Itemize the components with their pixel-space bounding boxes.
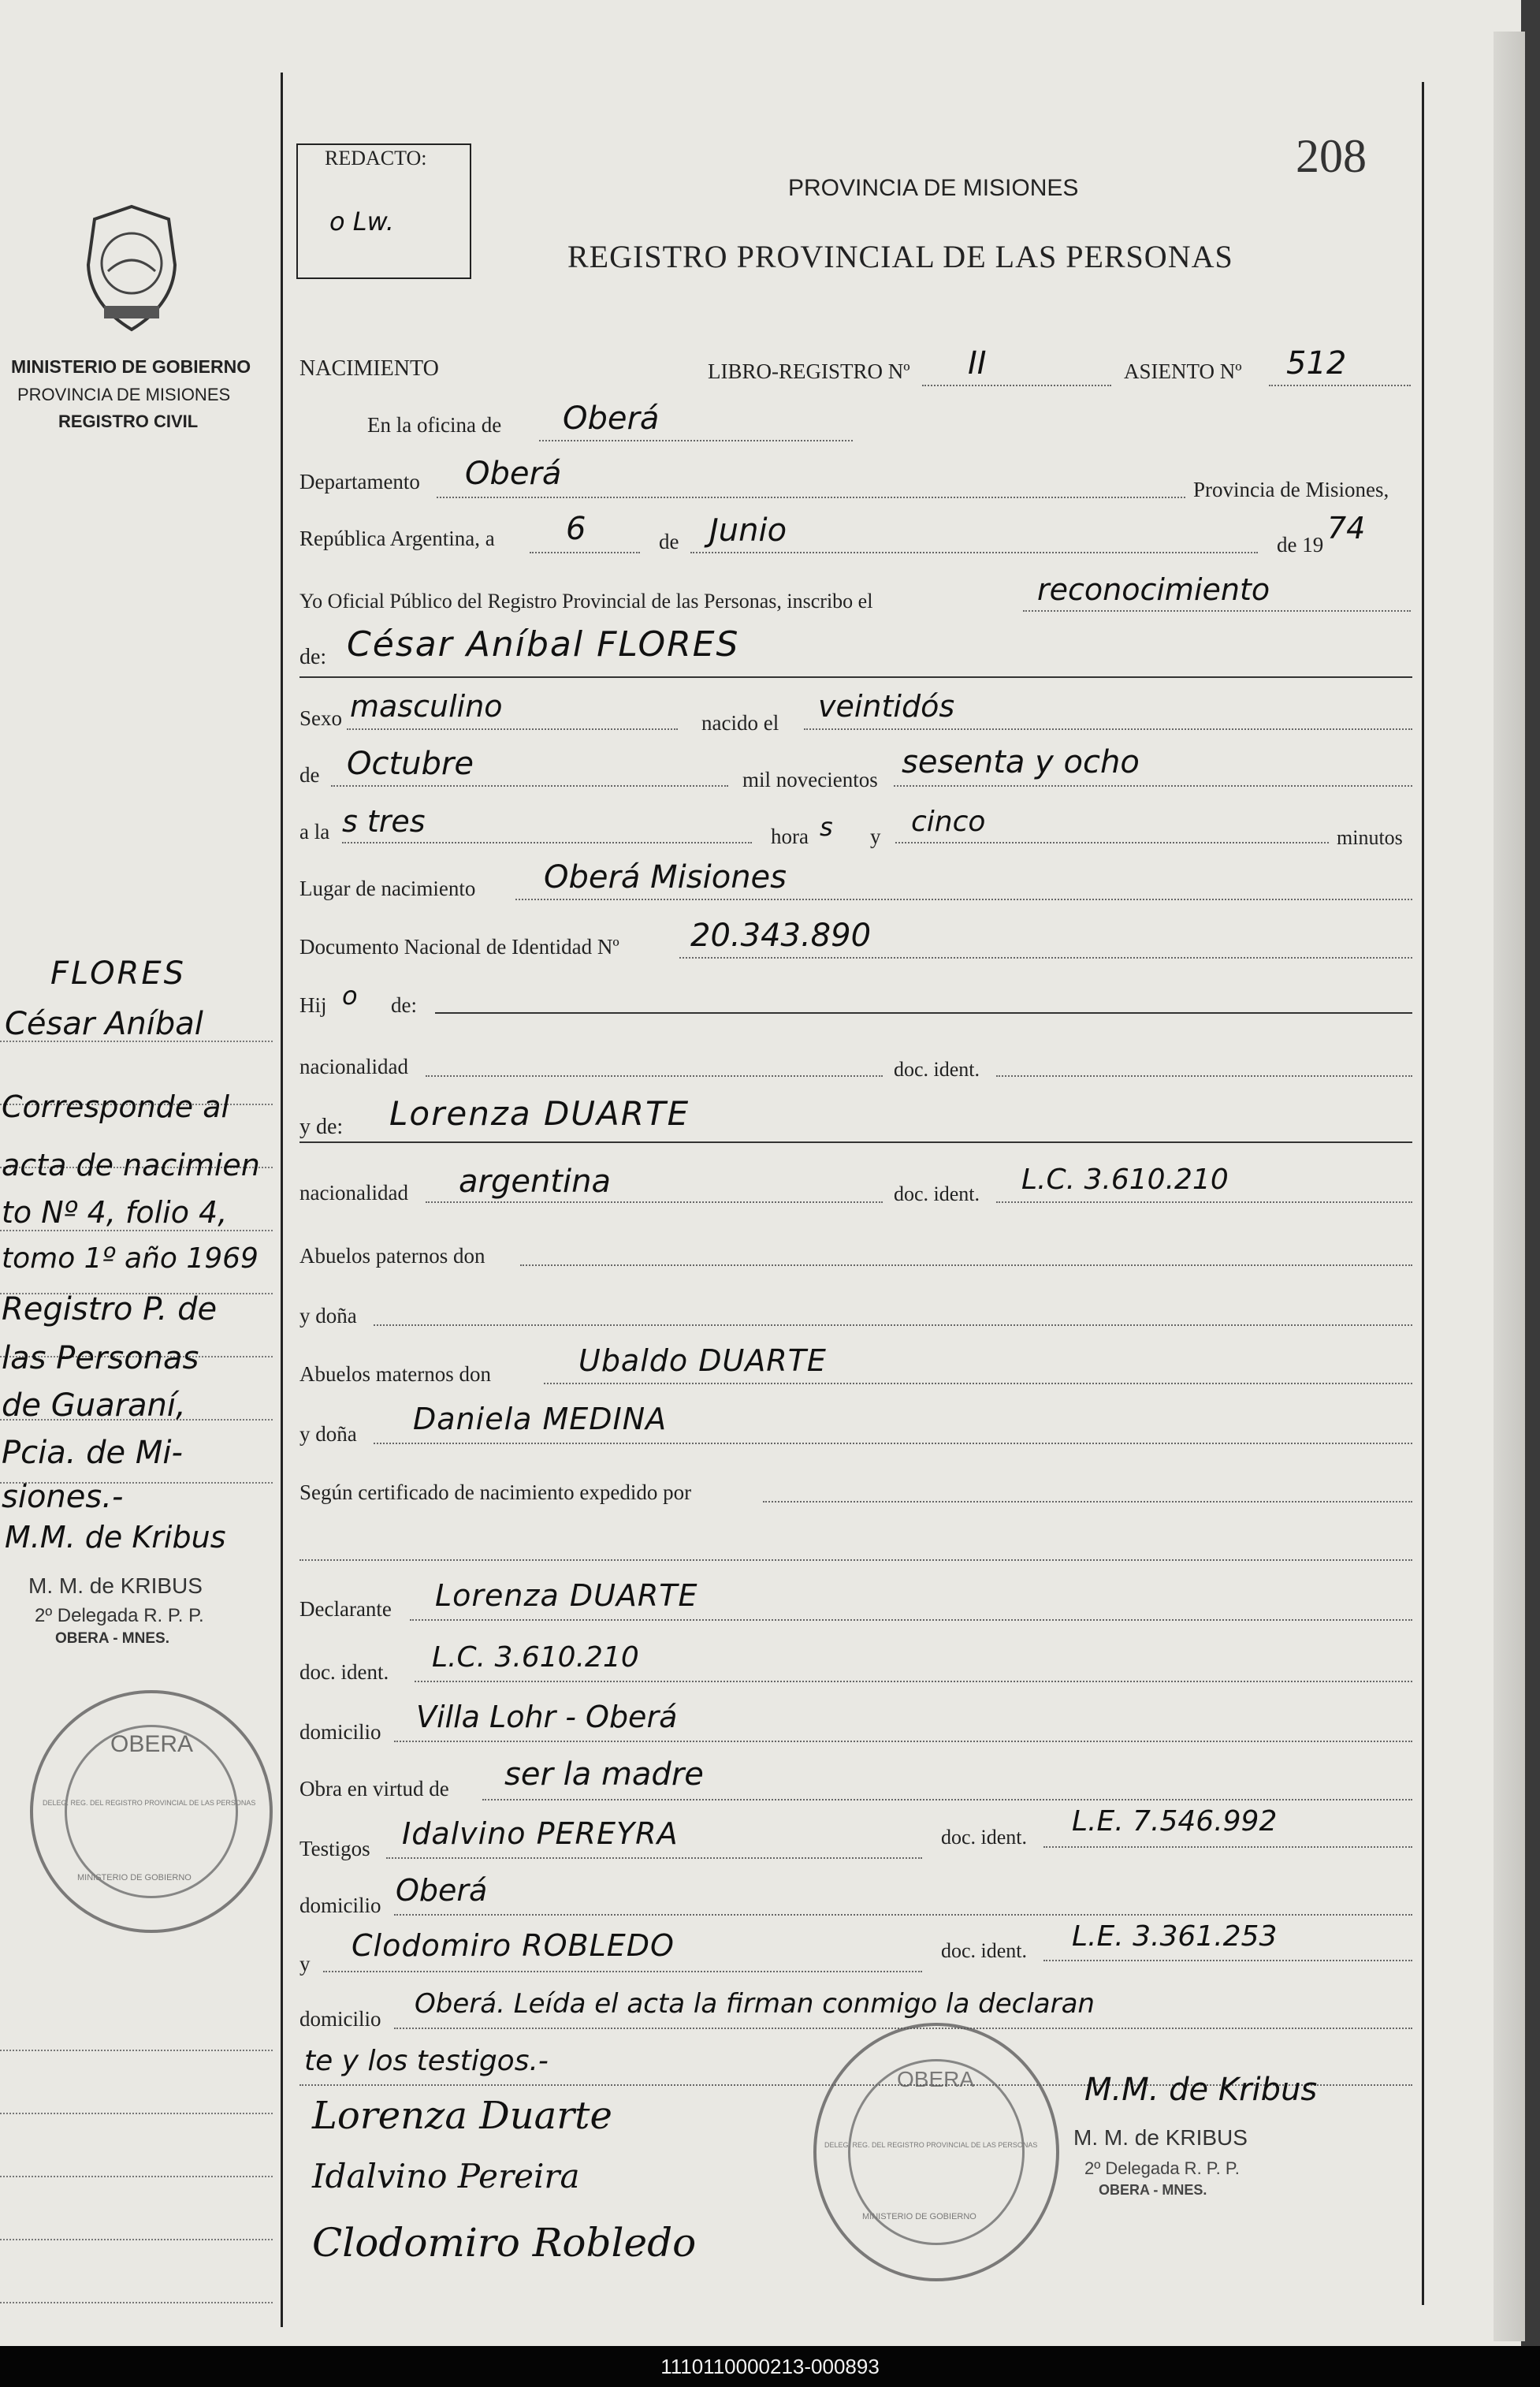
nacimiento-label: NACIMIENTO	[299, 356, 439, 381]
margin-line	[0, 1230, 273, 1231]
province-heading: PROVINCIA DE MISIONES	[788, 175, 1079, 201]
abuela-materna-value: Daniela MEDINA	[413, 1402, 668, 1436]
domicilio3-label: domicilio	[299, 2007, 381, 2031]
doc-declarante-value: L.C. 3.610.210	[432, 1641, 639, 1674]
madre-value: Lorenza DUARTE	[389, 1094, 690, 1133]
mes-dotted-line	[690, 552, 1258, 553]
anio-label: de 19	[1277, 533, 1324, 557]
anio-nac-dotted-line	[894, 785, 1412, 787]
segun-label: Según certificado de nacimiento expedido por	[299, 1480, 692, 1504]
de-label: de	[659, 530, 679, 553]
documento-label: Documento Nacional de Identidad Nº	[299, 935, 619, 959]
documento-dotted-line	[679, 957, 1412, 959]
lugar-label: Lugar de nacimiento	[299, 877, 476, 900]
document-id: 1110110000213-000893	[660, 2355, 880, 2378]
abuelos-paternos-label: Abuelos paternos don	[299, 1244, 485, 1268]
margin-note-line: FLORES	[50, 955, 187, 992]
seal-outer-text: DELEG. REG. DEL REGISTRO PROVINCIAL DE LAS PERSONAS	[824, 2141, 1038, 2149]
signature-official: M.M. de Kribus	[1084, 2072, 1318, 2108]
continuacion-value: te y los testigos.-	[304, 2045, 549, 2077]
domicilio2-label: domicilio	[299, 1894, 381, 1917]
lugar-dotted-line	[515, 899, 1412, 900]
doc-ident4-dotted-line	[1043, 1846, 1412, 1848]
seal-inner-text: MINISTERIO DE GOBIERNO	[862, 2212, 976, 2221]
mil-label: mil novecientos	[742, 768, 878, 791]
margin-line	[0, 2113, 273, 2114]
oficial-text: Yo Oficial Público del Registro Provincial de las Personas, inscribo el	[299, 590, 873, 613]
libro-label: LIBRO-REGISTRO Nº	[708, 359, 910, 383]
oficina-label: En la oficina de	[367, 413, 502, 437]
abuelos-paternos-dotted-line	[520, 1264, 1412, 1266]
declarante-dotted-line	[410, 1619, 1412, 1621]
redacto-box	[296, 143, 471, 279]
nacido-label: nacido el	[701, 711, 779, 735]
y-label: y	[870, 825, 881, 848]
y-dona2-label: y doña	[299, 1422, 357, 1446]
nacionalidad-dotted-line	[426, 1075, 883, 1077]
signature-declarante: Lorenza Duarte	[312, 2094, 612, 2138]
mes-value: Junio	[709, 512, 787, 549]
y-dona-dotted-line	[374, 1324, 1412, 1326]
domicilio3-value: Oberá. Leída el acta la firman conmigo la declaran	[415, 1988, 1095, 2020]
doc-testigo2-value: L.E. 3.361.253	[1072, 1920, 1278, 1953]
registry-title: REGISTRO PROVINCIAL DE LAS PERSONAS	[567, 239, 1233, 274]
hijo-suffix: o	[342, 981, 358, 1011]
madre-separator	[299, 1141, 1412, 1143]
document-id-bar	[0, 2346, 1540, 2387]
official-stamp-place: OBERA - MNES.	[1099, 2182, 1207, 2198]
testigos-label: Testigos	[299, 1837, 370, 1860]
margin-stamp-role: 2º Delegada R. P. P.	[35, 1605, 204, 1626]
margin-line	[0, 2176, 273, 2177]
doc-ident5-label: doc. ident.	[941, 1939, 1028, 1962]
official-seal-right	[813, 2023, 1059, 2281]
asiento-value: 512	[1286, 345, 1347, 382]
obra-label: Obra en virtud de	[299, 1777, 449, 1800]
margin-note-line: tomo 1º año 1969	[2, 1242, 259, 1275]
page-number: 208	[1296, 130, 1367, 182]
nacido-dotted-line	[804, 728, 1412, 730]
margin-signature: M.M. de Kribus	[5, 1520, 226, 1555]
margin-note-line: Registro P. de	[2, 1291, 218, 1328]
obra-value: ser la madre	[504, 1756, 704, 1793]
doc-ident2-label: doc. ident.	[894, 1182, 980, 1205]
margin-note-line: de Guaraní,	[2, 1387, 186, 1424]
oficina-dotted-line	[539, 440, 853, 441]
sexo-label: Sexo	[299, 706, 342, 730]
domicilio2-dotted-line	[394, 1914, 1412, 1916]
margin-note-line: las Personas	[2, 1340, 199, 1376]
margin-note-line: César Aníbal	[5, 1006, 203, 1042]
oficina-value: Oberá	[563, 400, 660, 437]
segun-dotted-line-2	[299, 1559, 1412, 1561]
lugar-value: Oberá Misiones	[544, 859, 787, 896]
doc-ident3-dotted-line	[415, 1681, 1412, 1682]
testigo1-value: Idalvino PEREYRA	[402, 1816, 679, 1851]
abuelos-maternos-label: Abuelos maternos don	[299, 1362, 491, 1386]
nacionalidad2-dotted-line	[426, 1201, 883, 1203]
seal-outer-text: DELEG. REG. DEL REGISTRO PROVINCIAL DE LAS PERSONAS	[43, 1799, 256, 1807]
doc-ident-label: doc. ident.	[894, 1058, 980, 1081]
abuelo-materno-value: Ubaldo DUARTE	[578, 1343, 827, 1378]
y-de-label: y de:	[299, 1115, 344, 1139]
minutos-label: minutos	[1337, 826, 1403, 849]
testigos-dotted-line	[386, 1857, 922, 1859]
libro-dotted-line	[922, 385, 1111, 386]
anio-nac-value: sesenta y ocho	[902, 744, 1140, 780]
persona-value: César Aníbal FLORES	[347, 624, 740, 665]
signature-testigo1: Idalvino Pereira	[312, 2157, 580, 2195]
republica-label: República Argentina, a	[299, 527, 495, 550]
margin-note-line: siones.-	[2, 1479, 124, 1515]
mes-nac-value: Octubre	[347, 746, 474, 782]
hora-dotted-line	[342, 842, 752, 843]
hijo-de-label: de:	[391, 993, 417, 1017]
redacto-label: REDACTO:	[325, 147, 427, 169]
margin-stamp-name: M. M. de KRIBUS	[28, 1573, 203, 1598]
margin-note-line: to Nº 4, folio 4,	[2, 1195, 228, 1230]
doc-testigo1-value: L.E. 7.546.992	[1072, 1805, 1278, 1838]
segun-dotted-line	[763, 1501, 1412, 1503]
hijo-label: Hij	[299, 993, 327, 1017]
margin-line	[0, 2302, 273, 2303]
inscribo-value: reconocimiento	[1037, 572, 1270, 607]
nacido-value: veintidós	[818, 689, 955, 724]
departamento-dotted-line	[437, 497, 1185, 498]
libro-value: II	[968, 345, 987, 382]
doc-ident3-label: doc. ident.	[299, 1660, 389, 1684]
hora-value: s tres	[342, 804, 426, 839]
domicilio-value: Villa Lohr - Oberá	[416, 1700, 678, 1734]
margin-line	[0, 2239, 273, 2240]
de-persona-label: de:	[299, 645, 327, 669]
documento-value: 20.343.890	[690, 918, 872, 954]
y-dona-label: y doña	[299, 1304, 357, 1328]
horas-suffix: s	[820, 812, 833, 842]
y2-label: y	[299, 1952, 311, 1976]
sexo-value: masculino	[350, 689, 503, 724]
domicilio-dotted-line	[394, 1741, 1412, 1742]
nacionalidad-label: nacionalidad	[299, 1055, 408, 1078]
mes-nac-dotted-line	[331, 785, 728, 787]
left-vertical-rule	[281, 73, 283, 2327]
book-spine	[1494, 32, 1525, 2341]
margin-note-line: acta de nacimien	[2, 1148, 260, 1182]
asiento-dotted-line	[1269, 385, 1411, 386]
official-seal-left	[30, 1690, 273, 1933]
right-vertical-rule	[1422, 82, 1424, 2305]
left-header-ministry: MINISTERIO DE GOBIERNO	[11, 356, 251, 377]
departamento-label: Departamento	[299, 470, 420, 493]
redacto-value: o Lw.	[329, 207, 394, 236]
declarante-label: Declarante	[299, 1597, 392, 1621]
seal-center-text: OBERA	[897, 2067, 975, 2091]
de2-label: de	[299, 763, 320, 787]
minutos-value: cinco	[911, 806, 986, 838]
horas-label: hora	[771, 825, 809, 848]
left-header-province: PROVINCIA DE MISIONES	[17, 385, 231, 404]
margin-note-line: Corresponde al	[2, 1089, 230, 1124]
sexo-dotted-line	[347, 728, 678, 730]
nacionalidad2-value: argentina	[459, 1164, 611, 1200]
nacionalidad2-label: nacionalidad	[299, 1181, 408, 1205]
domicilio2-value: Oberá	[396, 1873, 488, 1908]
dia-value: 6	[566, 511, 586, 547]
signature-testigo2: Clodomiro Robledo	[312, 2220, 697, 2266]
minutos-dotted-line	[895, 842, 1329, 843]
y-dona2-dotted-line	[374, 1443, 1412, 1444]
padre-line	[435, 1012, 1412, 1014]
margin-stamp-place: OBERA - MNES.	[55, 1630, 169, 1647]
doc-ident4-label: doc. ident.	[941, 1826, 1028, 1849]
declarante-value: Lorenza DUARTE	[435, 1578, 698, 1613]
testigo2-dotted-line	[323, 1971, 922, 1972]
dia-dotted-line	[530, 552, 640, 553]
seal-center-text: OBERA	[110, 1731, 194, 1757]
obra-dotted-line	[482, 1799, 1412, 1800]
doc-ident-dotted-line	[996, 1075, 1412, 1077]
official-stamp-role: 2º Delegada R. P. P.	[1084, 2158, 1240, 2178]
inscribo-dotted-line	[1023, 610, 1411, 612]
official-stamp-name: M. M. de KRIBUS	[1073, 2125, 1248, 2150]
domicilio-label: domicilio	[299, 1720, 381, 1744]
persona-separator	[299, 676, 1412, 678]
margin-note-line: Pcia. de Mi-	[2, 1435, 183, 1471]
doc-ident5-dotted-line	[1043, 1960, 1412, 1961]
left-header-registry: REGISTRO CIVIL	[58, 411, 199, 431]
ala-label: a la	[299, 820, 330, 843]
government-crest-icon	[73, 202, 191, 336]
margin-line	[0, 2050, 273, 2051]
asiento-label: ASIENTO Nº	[1124, 359, 1242, 383]
doc-ident2-dotted-line	[996, 1201, 1412, 1203]
departamento-value: Oberá	[465, 456, 562, 492]
provincia-label: Provincia de Misiones,	[1193, 478, 1389, 501]
seal-inner-text: MINISTERIO DE GOBIERNO	[77, 1873, 192, 1882]
doc-madre-value: L.C. 3.610.210	[1021, 1164, 1229, 1196]
testigo2-value: Clodomiro ROBLEDO	[352, 1928, 675, 1963]
abuelos-maternos-dotted-line	[544, 1383, 1412, 1384]
anio-value: 74	[1327, 511, 1366, 546]
